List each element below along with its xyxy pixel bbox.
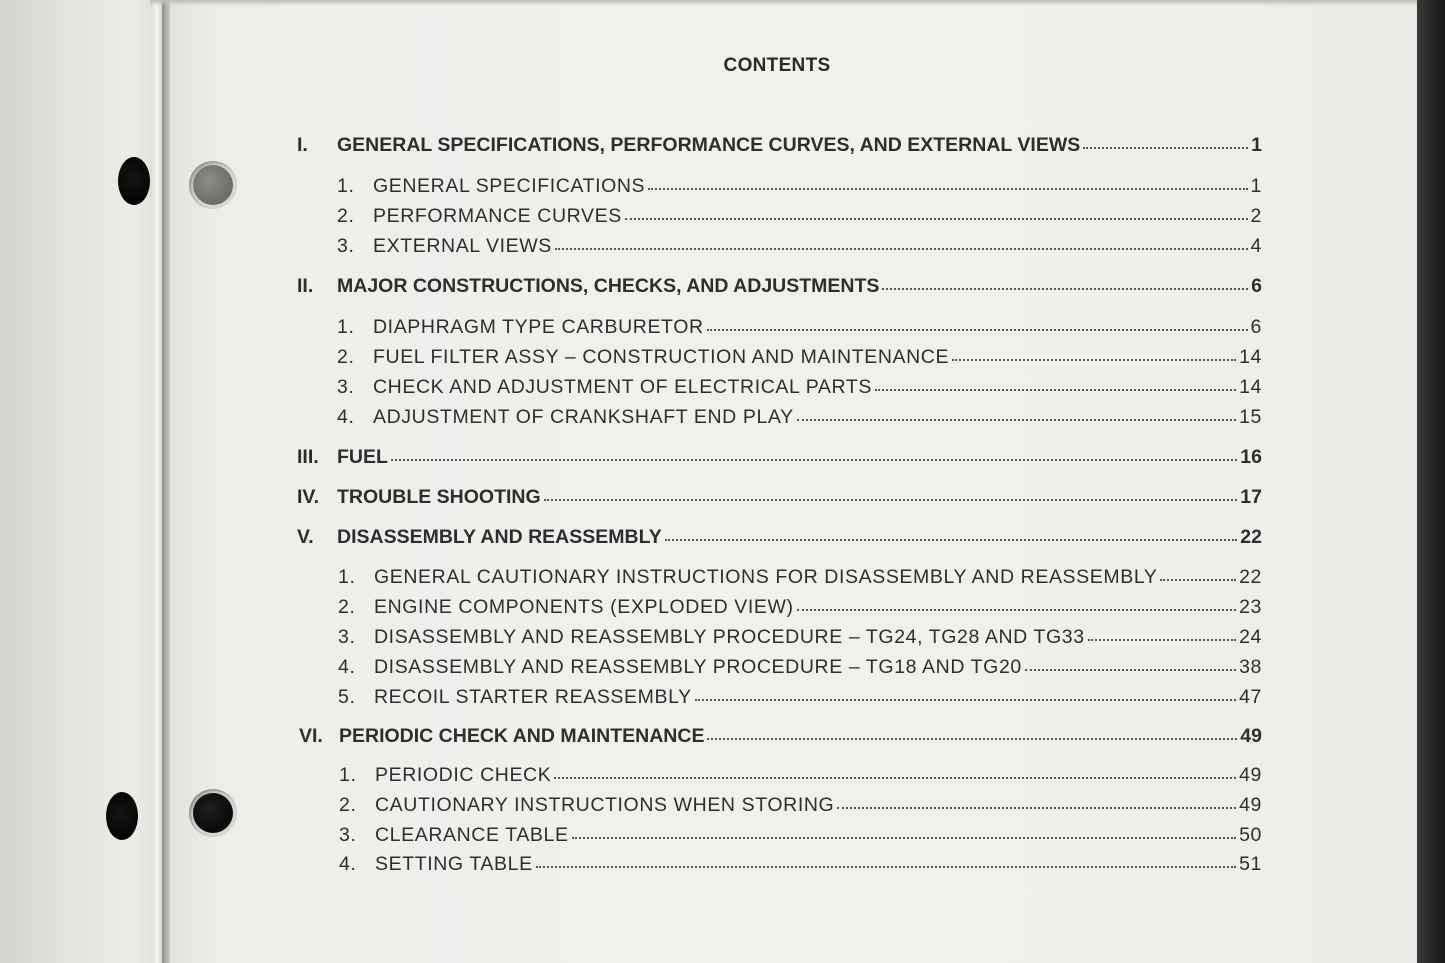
section-number: II. [297,275,314,297]
section-title: TROUBLE SHOOTING [337,486,541,508]
dot-leader [391,459,1237,461]
section-number: I. [297,134,308,156]
toc-subsection [337,346,1262,369]
binder-hole-top-left [118,157,150,205]
page-number: 6 [1250,316,1262,338]
toc-subsection [339,764,1262,787]
subsection-number: 2. [339,794,357,816]
toc-section [299,725,1262,748]
dot-leader [875,389,1236,391]
subsection-title: DIAPHRAGM TYPE CARBURETOR [373,316,704,338]
page-number: 51 [1239,853,1262,875]
dot-leader [952,359,1236,361]
left-facing-page [0,0,168,963]
page-top-shadow [150,0,1417,6]
subsection-number: 2. [337,346,355,368]
subsection-title: CHECK AND ADJUSTMENT OF ELECTRICAL PARTS [373,376,872,398]
dot-leader [882,288,1248,290]
subsection-title: DISASSEMBLY AND REASSEMBLY PROCEDURE – TG18 AND TG20 [374,656,1022,678]
subsection-title: PERIODIC CHECK [375,764,552,786]
page-number: 16 [1240,446,1262,468]
dot-leader [1088,639,1236,641]
subsection-number: 1. [337,175,355,197]
subsection-number: 1. [339,764,357,786]
page-number: 2 [1250,205,1262,227]
section-title: MAJOR CONSTRUCTIONS, CHECKS, AND ADJUSTMENTS [337,275,880,297]
toc-subsection [337,175,1262,198]
dot-leader [1160,579,1236,581]
subsection-number: 1. [338,566,356,588]
subsection-number: 3. [338,626,356,648]
dot-leader [648,188,1247,190]
page-number: 22 [1240,526,1262,548]
dot-leader [625,218,1248,220]
toc-subsection [337,316,1262,339]
page-number: 50 [1239,824,1262,846]
subsection-number: 4. [338,656,356,678]
page-number: 22 [1239,566,1262,588]
toc-section [297,446,1262,469]
subsection-number: 4. [337,406,355,428]
subsection-number: 2. [337,205,355,227]
subsection-number: 5. [338,686,356,708]
subsection-title: GENERAL SPECIFICATIONS [373,175,646,197]
section-number: III. [297,446,319,468]
binder-hole-bottom-left [106,792,138,840]
subsection-title: FUEL FILTER ASSY – CONSTRUCTION AND MAINTENANCE [373,346,950,368]
section-title: PERIODIC CHECK AND MAINTENANCE [339,725,705,747]
toc-subsection [337,406,1262,429]
subsection-title: CAUTIONARY INSTRUCTIONS WHEN STORING [375,794,835,816]
toc-subsection [337,376,1262,399]
toc-subsection [338,566,1262,589]
page-number: 1 [1250,175,1262,197]
toc-subsection [339,824,1262,847]
subsection-number: 4. [339,853,357,875]
toc-subsection [338,656,1262,679]
subsection-title: CLEARANCE TABLE [375,824,569,846]
toc-section [297,486,1262,509]
toc-subsection [338,686,1262,709]
section-number: VI. [299,725,323,747]
toc-section [297,526,1262,549]
subsection-title: GENERAL CAUTIONARY INSTRUCTIONS FOR DISASSEMBLY AND REASSEMBLY [374,566,1158,588]
toc-subsection [339,794,1262,817]
subsection-title: EXTERNAL VIEWS [373,235,552,257]
toc-section [297,275,1262,298]
toc-subsection [337,205,1262,228]
subsection-title: SETTING TABLE [375,853,533,875]
dot-leader [797,609,1237,611]
page-number: 49 [1240,725,1262,747]
section-number: IV. [297,486,320,508]
toc-subsection [338,596,1262,619]
page-number: 1 [1251,134,1262,156]
page-number: 17 [1240,486,1262,508]
subsection-number: 2. [338,596,356,618]
toc-subsection [337,235,1262,258]
section-title: DISASSEMBLY AND REASSEMBLY [337,526,662,548]
section-title: GENERAL SPECIFICATIONS, PERFORMANCE CURVES, AND EXTERNAL VIEWS [337,134,1081,156]
dot-leader [837,807,1236,809]
subsection-number: 3. [339,824,357,846]
dot-leader [707,738,1237,740]
dot-leader [695,699,1236,701]
page-number: 14 [1239,346,1262,368]
section-title: FUEL [337,446,388,468]
subsection-title: DISASSEMBLY AND REASSEMBLY PROCEDURE – TG24, TG28 AND TG33 [374,626,1085,648]
toc-subsection [339,853,1262,876]
subsection-title: ADJUSTMENT OF CRANKSHAFT END PLAY [373,406,794,428]
page-number: 47 [1239,686,1262,708]
background-edge [1417,0,1445,963]
binder-hole-top-right [189,161,237,209]
dot-leader [555,248,1248,250]
dot-leader [707,329,1248,331]
subsection-title: RECOIL STARTER REASSEMBLY [374,686,692,708]
page-title: CONTENTS [723,55,831,76]
dot-leader [536,866,1236,868]
binder-hole-bottom-right [189,789,237,837]
dot-leader [665,539,1238,541]
dot-leader [544,499,1238,501]
page-number: 23 [1239,596,1262,618]
subsection-title: PERFORMANCE CURVES [373,205,622,227]
page-number: 49 [1239,794,1262,816]
dot-leader [1025,669,1236,671]
toc-section [297,134,1262,157]
page-number: 4 [1250,235,1262,257]
subsection-number: 3. [337,235,355,257]
section-number: V. [297,526,314,548]
subsection-number: 3. [337,376,355,398]
page-number: 24 [1239,626,1262,648]
subsection-number: 1. [337,316,355,338]
page-number: 15 [1239,406,1262,428]
dot-leader [1083,147,1248,149]
toc-subsection [338,626,1262,649]
dot-leader [797,419,1236,421]
page-number: 38 [1239,656,1262,678]
dot-leader [572,837,1237,839]
dot-leader [554,777,1236,779]
page-number: 49 [1239,764,1262,786]
subsection-title: ENGINE COMPONENTS (EXPLODED VIEW) [374,596,794,618]
page-number: 14 [1239,376,1262,398]
page-number: 6 [1251,275,1262,297]
